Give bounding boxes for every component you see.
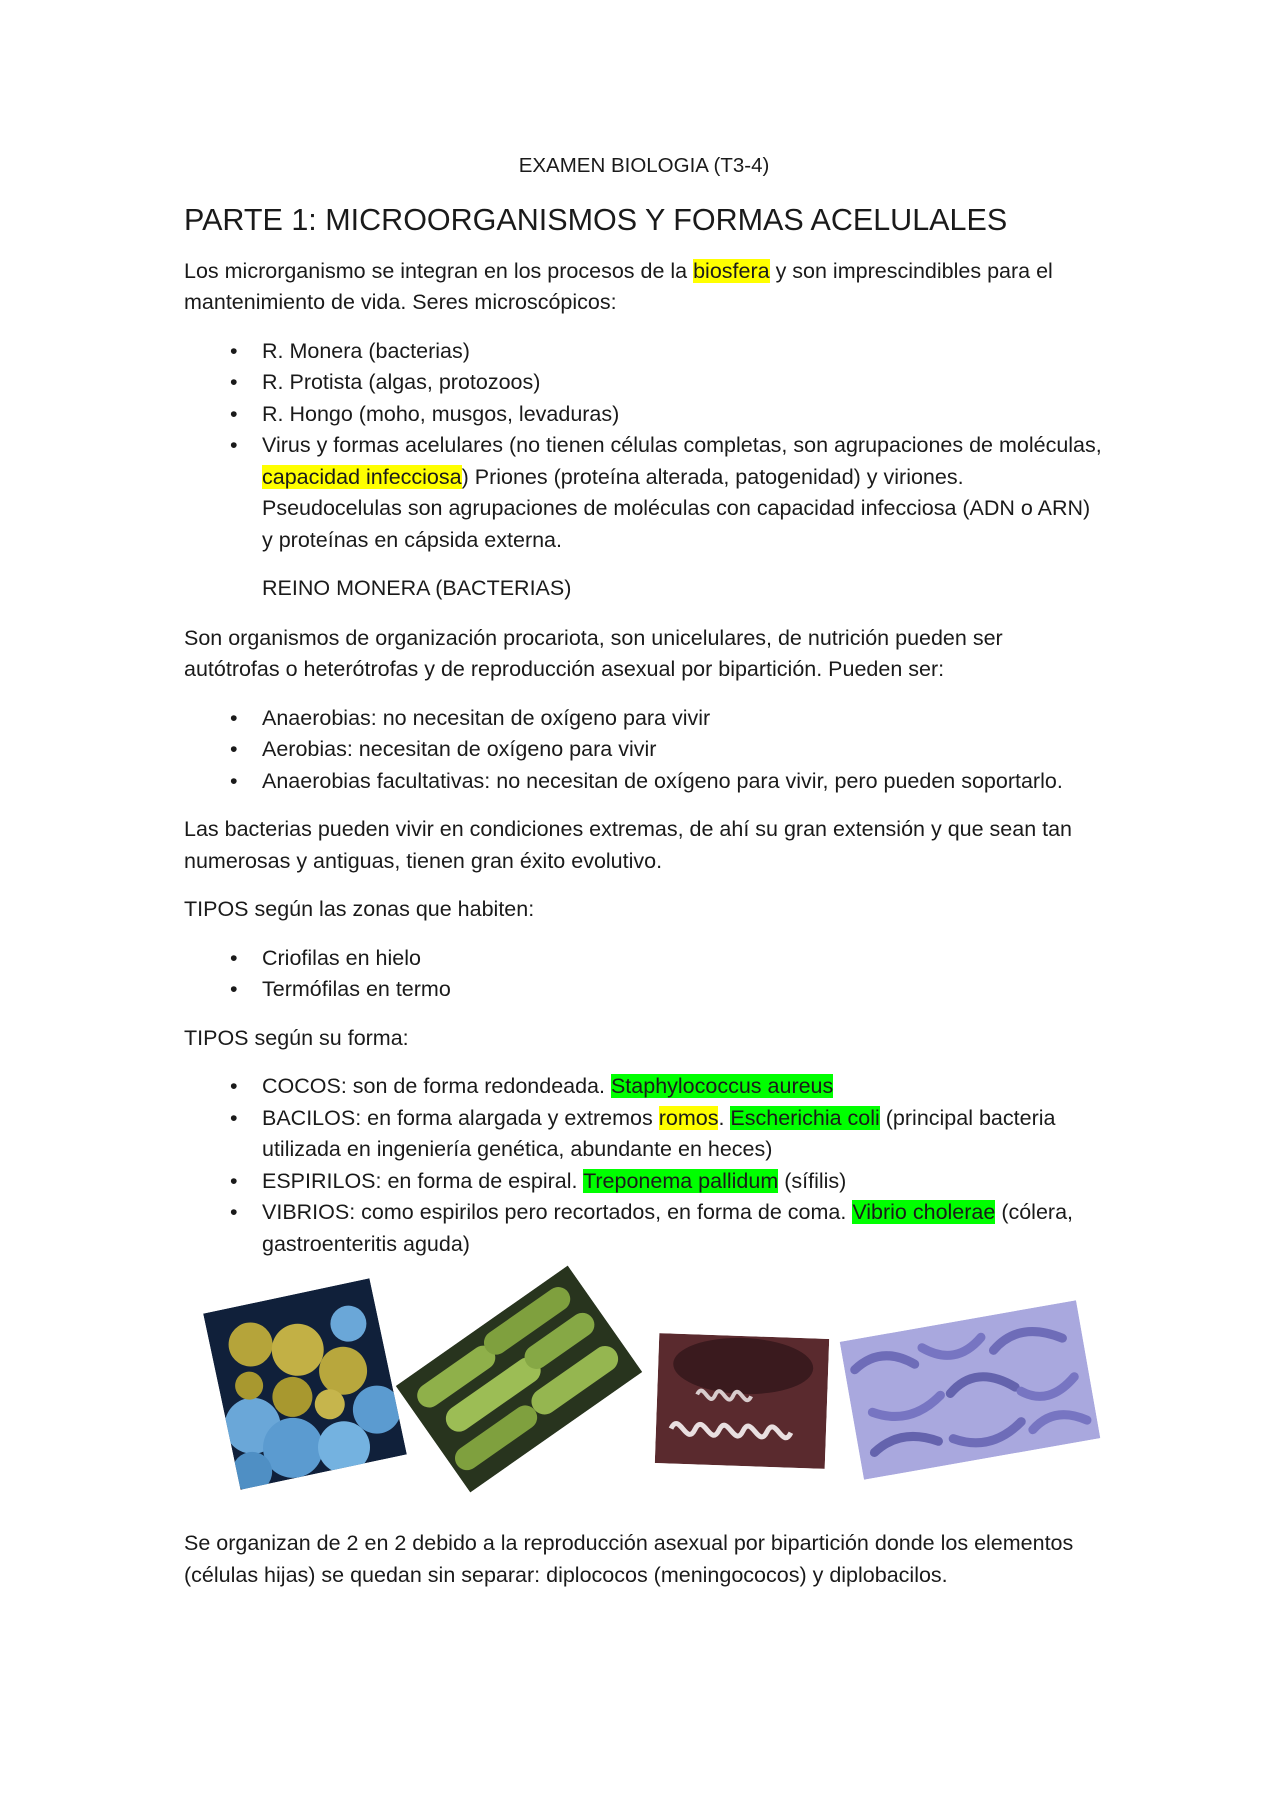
bullet-marker: • bbox=[230, 705, 238, 730]
list-item-text-end: (principal bacteria utilizada en ingeniería genética, abundante en heces) bbox=[262, 1105, 1056, 1161]
list-item bbox=[184, 1071, 1104, 1103]
list-item-text: VIBRIOS: como espirilos pero recortados, en forma de coma. bbox=[262, 1200, 853, 1224]
list-item bbox=[184, 367, 1104, 399]
list-item bbox=[184, 1103, 1104, 1166]
highlight-staphylococcus: Staphylococcus aureus bbox=[610, 1074, 834, 1098]
list-item bbox=[184, 974, 1104, 1006]
bacteria-images bbox=[184, 1288, 1104, 1488]
list-item bbox=[184, 1197, 1104, 1260]
list-item-text: R. Monera (bacterias) bbox=[262, 338, 470, 363]
final-paragraph: Se organizan de 2 en 2 debido a la reproducción asexual por bipartición donde los elementos (células hijas) se quedan sin separar: diplococos (meningococos) y diplobacilos. bbox=[184, 1531, 1074, 1587]
list-item bbox=[184, 703, 1104, 735]
highlight-capacidad-infecciosa: capacidad infecciosa bbox=[262, 464, 462, 489]
bullet-marker: • bbox=[230, 1168, 238, 1193]
list-item-text: Criofilas en hielo bbox=[262, 945, 421, 970]
bullet-marker: • bbox=[230, 401, 238, 426]
zones-title: TIPOS según las zonas que habiten: bbox=[184, 897, 535, 921]
shape-title: TIPOS según su forma: bbox=[184, 1025, 409, 1050]
list-item bbox=[184, 734, 1104, 766]
intro-text: Los microrganismo se integran en los procesos de la bbox=[184, 258, 694, 283]
bullet-marker: • bbox=[230, 977, 238, 1001]
bullet-marker: • bbox=[230, 768, 238, 793]
highlight-romos: romos bbox=[658, 1105, 719, 1130]
section-heading: PARTE 1: MICROORGANISMOS Y FORMAS ACELULALES bbox=[184, 202, 1008, 237]
bacilli-image bbox=[396, 1266, 643, 1493]
list-item bbox=[184, 766, 1104, 798]
intro-text-end: y son imprescindibles para el mantenimiento de vida. Seres microscópicos: bbox=[184, 258, 1053, 314]
spirilli-image bbox=[655, 1333, 829, 1469]
list-item-text: R. Hongo (moho, musgos, levaduras) bbox=[262, 401, 620, 426]
monera-paragraph: Son organismos de organización procariota, son unicelulares, de nutrición pueden ser autótrofas o heterótrofas y de reproducción asexual por bipartición. Pueden ser: bbox=[184, 625, 1003, 681]
list-item-text: Virus y formas acelulares (no tienen células completas, son agrupaciones de moléculas, bbox=[262, 433, 1102, 457]
zones-list bbox=[184, 943, 1104, 1006]
list-item bbox=[184, 1166, 1104, 1198]
bullet-marker: • bbox=[230, 945, 238, 970]
shapes-list bbox=[184, 1071, 1104, 1260]
vibrio-image bbox=[840, 1300, 1101, 1480]
document-title: EXAMEN BIOLOGIA (T3-4) bbox=[518, 154, 770, 177]
cocci-image bbox=[203, 1278, 407, 1489]
list-item-text-end: (sífilis) bbox=[778, 1168, 847, 1193]
intro-paragraph bbox=[184, 256, 1104, 319]
list-item-text: BACILOS: en forma alargada y extremos bbox=[262, 1105, 659, 1130]
bullet-marker: • bbox=[230, 1200, 238, 1224]
list-item-text: R. Protista (algas, protozoos) bbox=[262, 370, 541, 394]
list-item-text-end: ) Priones (proteína alterada, patogenidad) y viriones. Pseudocelulas son agrupaciones de moléculas con capacidad infecciosa (ADN o ARN) y proteínas en cápsida externa. bbox=[262, 464, 1091, 552]
bacilli-illustration bbox=[396, 1266, 643, 1493]
bullet-marker: • bbox=[230, 1105, 238, 1130]
list-item-text: Termófilas en termo bbox=[262, 977, 451, 1001]
vibrio-illustration bbox=[840, 1300, 1101, 1480]
oxygen-list bbox=[184, 703, 1104, 798]
document-content bbox=[184, 150, 1104, 1608]
highlight-treponema: Treponema pallidum bbox=[583, 1168, 779, 1193]
highlight-vibrio: Vibrio cholerae bbox=[852, 1200, 996, 1224]
extreme-paragraph: Las bacterias pueden vivir en condiciones extremas, de ahí su gran extensión y que sean tan numerosas y antiguas, tienen gran éxito evolutivo. bbox=[184, 817, 1073, 873]
subheading: REINO MONERA (BACTERIAS) bbox=[262, 576, 572, 600]
bullet-marker: • bbox=[230, 433, 238, 457]
list-item-text: Anaerobias: no necesitan de oxígeno para vivir bbox=[262, 705, 711, 730]
list-item-text-mid: . bbox=[718, 1105, 731, 1130]
bullet-marker: • bbox=[230, 338, 238, 363]
cocci-illustration bbox=[203, 1278, 407, 1489]
bullet-marker: • bbox=[230, 370, 238, 394]
bullet-marker: • bbox=[230, 737, 238, 761]
list-item-text: ESPIRILOS: en forma de espiral. bbox=[262, 1168, 584, 1193]
list-item-text-end: (cólera, gastroenteritis aguda) bbox=[262, 1200, 1074, 1256]
list-item bbox=[184, 430, 1104, 556]
list-item-text: COCOS: son de forma redondeada. bbox=[262, 1074, 611, 1098]
highlight-escherichia: Escherichia coli bbox=[730, 1105, 880, 1130]
list-item bbox=[184, 336, 1104, 368]
kingdoms-list bbox=[184, 336, 1104, 557]
highlight-biosfera: biosfera bbox=[693, 258, 770, 283]
list-item-text: Aerobias: necesitan de oxígeno para vivir bbox=[262, 737, 657, 761]
list-item-text: Anaerobias facultativas: no necesitan de oxígeno para vivir, pero pueden soportarlo. bbox=[262, 768, 1063, 793]
bullet-marker: • bbox=[230, 1074, 238, 1098]
list-item bbox=[184, 399, 1104, 431]
spirilli-illustration bbox=[655, 1333, 829, 1469]
list-item bbox=[184, 943, 1104, 975]
